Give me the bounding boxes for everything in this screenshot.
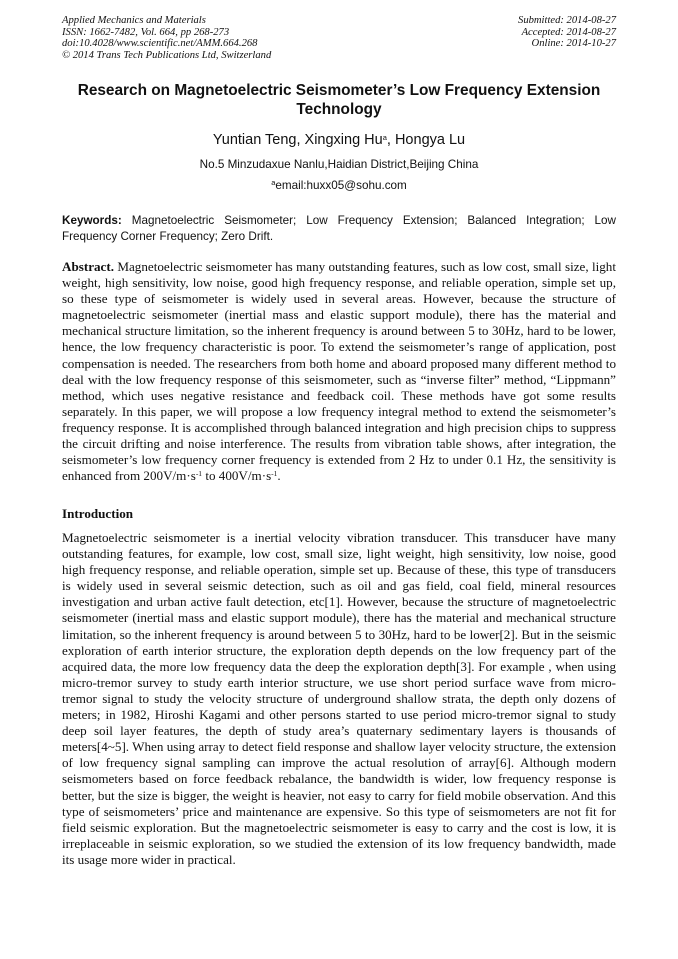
unit-exponent-1: -1 <box>195 469 203 479</box>
keywords-label: Keywords: <box>62 214 122 227</box>
paper-title: Research on Magnetoelectric Seismometer’s Low Frequency Extension Technology <box>77 82 601 118</box>
author-list <box>60 131 618 149</box>
submitted-date: Submitted: 2014-08-27 <box>518 15 616 26</box>
introduction-paragraph: Magnetoelectric seismometer is a inertial velocity vibration transducer. This transducer have many outstanding features, for example, low cost, small size, light weight, high sensitivity, low noise, good high frequency response, and reliable operation, simple set up. Because of these, this type of transducers is widely used in several seismic detection, such as oil and gas field, coal field, mineral resources investigation and urban active fault detection, etc[1]. However, because the structure of magnetoelectric seismometer (inertial mass and elastic support module), there has the material and mechanical structure limitation, so the inherent frequency is around between 5 to 30Hz, hard to be lower[2]. But in the seismic exploration of earth interior structure, the exploration depth depends on the low frequency part of the acquired data, the more low frequency data the deep the exploration depth[3]. For example , when using micro-tremor survey to study earth interior structure, we use short period surface wave from micro-tremor signal to study the velocity structure of underground shallow strata, the depth only dozens of meters; in 1982, Hiroshi Kagami and other persons started to use period micro-tremor signal to study deep soil layer features, the depth of study area’s quaternary sedimentary layers is thousands of meters[4~5]. When using array to detect field response and shallow layer velocity structure, the extension of low frequency signal sampling can improve the actual resolution of array[6]. Although modern seismometers based on force feedback rebalance, the bandwidth is wider, low frequency response is better, but the size is bigger, the weight is heavier, not easy to carry for field mobile observation. And this type of seismometers’ price and maintenance are expensive. So this type of seismometers are not fit for field seismic exploration. But the magnetoelectric seismometer is easy to carry and the cost is low, it is irreplaceable in seismic exploration, so we studied the extension of its low frequency bandwidth, made its usage more wider in practical. <box>62 530 616 867</box>
abstract-text-end: . <box>277 468 281 484</box>
abstract <box>62 259 616 484</box>
accepted-date: Accepted: 2014-08-27 <box>521 26 616 38</box>
abstract-text-mid: to 400V/m·s <box>202 468 272 484</box>
journal-name: Applied Mechanics and Materials <box>62 15 206 26</box>
journal-doi: doi:10.4028/www.scientific.net/AMM.664.268 <box>62 38 258 49</box>
keywords-text: Magnetoelectric Seismometer; Low Frequency Extension; Balanced Integration; Low Frequency Corner Frequency; Zero Drift. <box>62 214 616 243</box>
author-names-2: , Hongya Lu <box>386 132 466 148</box>
email-address: email:huxx05@sohu.com <box>275 179 407 192</box>
keywords <box>62 213 616 244</box>
abstract-text: Magnetoelectric seismometer has many outstanding features, such as low cost, small size, light weight, high sensitivity, low noise, good high frequency response, and reliable operation, simple set up, so these type of seismometer is widely used in several areas. However, because the structure of magnetoelectric seismometer (inertial mass and elastic support module), there has the material and mechanical structure limitation, so the inherent frequency is around between 5 to 30Hz, hard to be lower, hence, the low frequency characteristic is poor. To extend the seismometer’s range of application, post compensation is needed. The researchers from both home and aboard proposed many different method to deal with the low frequency response of this seismometer, such as “inverse filter” method, “Lippmann” method, which uses negative resistance and feedback coil. These methods have got some results separately. In this paper, we will propose a low frequency integral method to extend the seismometer’s frequency response. It is accomplished through balanced integration and high precision chips to suppress the circuit drifting and noise interference. The results from vibration table shows, after integration, the seismometer’s low frequency corner frequency is extended from 2 Hz to under 0.1 Hz, the sensitivity is enhanced from 200V/m·s <box>62 259 616 484</box>
abstract-label: Abstract. <box>62 259 114 274</box>
contact-email <box>60 179 618 193</box>
author-affil-mark: a <box>382 133 387 142</box>
journal-copyright: © 2014 Trans Tech Publications Ltd, Switzerland <box>62 49 272 61</box>
affiliation: No.5 Minzudaxue Nanlu,Haidian District,Beijing China <box>199 158 479 171</box>
email-affil-mark: a <box>271 178 276 187</box>
journal-header <box>62 15 271 61</box>
journal-issn: ISSN: 1662-7482, Vol. 664, pp 268-273 <box>62 26 230 38</box>
unit-exponent-2: -1 <box>271 469 278 479</box>
submission-dates <box>518 15 616 50</box>
section-heading-introduction: Introduction <box>62 506 134 521</box>
author-names-1: Yuntian Teng, Xingxing Hu <box>212 132 383 148</box>
online-date: Online: 2014-10-27 <box>531 38 616 49</box>
